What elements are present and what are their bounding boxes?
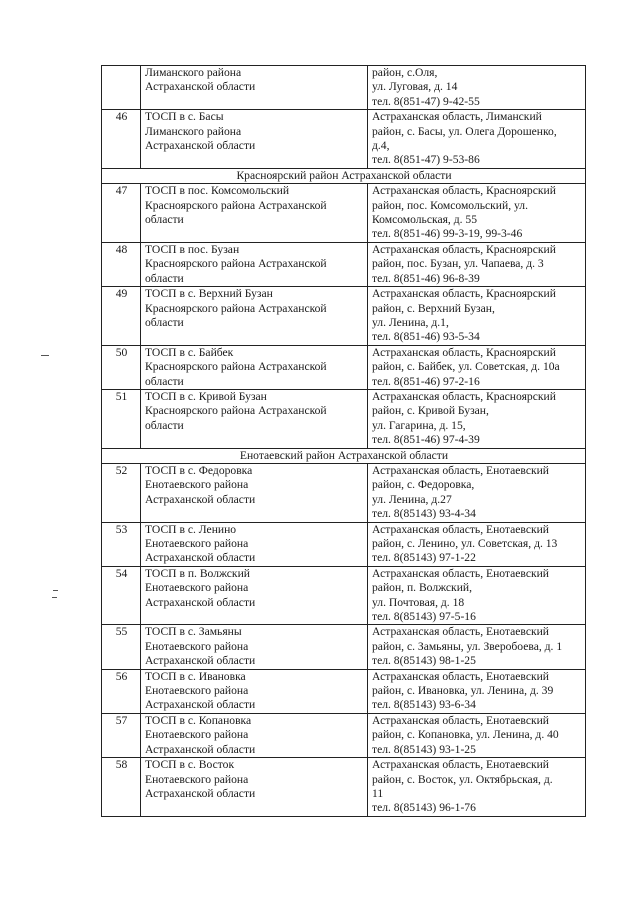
row-number: 46 xyxy=(102,110,141,169)
office-name: Лиманского района Астраханской области xyxy=(141,66,368,110)
office-name: ТОСП в с. Кривой Бузан Красноярского района Астраханской области xyxy=(141,389,368,448)
row-number: 50 xyxy=(102,345,141,389)
region-title: Енотаевский район Астраханской области xyxy=(102,448,586,463)
row-number: 48 xyxy=(102,242,141,286)
scan-mark xyxy=(41,355,49,356)
office-address: Астраханская область, Красноярский район, с. Верхний Бузан, ул. Ленина, д.1, тел. 8(851-46) 93-5-34 xyxy=(368,287,586,346)
row-number: 58 xyxy=(102,758,141,817)
row-number: 54 xyxy=(102,566,141,625)
scan-mark xyxy=(53,590,58,591)
row-number xyxy=(102,66,141,110)
table-row xyxy=(102,345,586,389)
table-row xyxy=(102,463,586,522)
table-row xyxy=(102,758,586,817)
table-row xyxy=(102,184,586,243)
scan-mark xyxy=(52,597,57,598)
office-name: ТОСП в с. Верхний Бузан Красноярского района Астраханской области xyxy=(141,287,368,346)
offices-table xyxy=(101,65,586,817)
row-number: 57 xyxy=(102,713,141,757)
table-row xyxy=(102,566,586,625)
office-name: ТОСП в с. Замьяны Енотаевского района Астраханской области xyxy=(141,625,368,669)
office-name: ТОСП в пос. Комсомольский Красноярского района Астраханской области xyxy=(141,184,368,243)
office-address: Астраханская область, Лиманский район, с. Басы, ул. Олега Дорошенко, д.4, тел. 8(851-47) 9-53-86 xyxy=(368,110,586,169)
office-name: ТОСП в с. Федоровка Енотаевского района Астраханской области xyxy=(141,463,368,522)
office-address: Астраханская область, Красноярский район, с. Байбек, ул. Советская, д. 10а тел. 8(851-46) 97-2-16 xyxy=(368,345,586,389)
office-address: Астраханская область, Красноярский район, пос. Комсомольский, ул. Комсомольская, д. 55 тел. 8(851-46) 99-3-19, 99-3-46 xyxy=(368,184,586,243)
table-row xyxy=(102,625,586,669)
row-number: 55 xyxy=(102,625,141,669)
office-name: ТОСП в п. Волжский Енотаевского района Астраханской области xyxy=(141,566,368,625)
region-title: Красноярский район Астраханской области xyxy=(102,168,586,183)
region-header-row xyxy=(102,168,586,183)
office-name: ТОСП в с. Восток Енотаевского района Астраханской области xyxy=(141,758,368,817)
table-row xyxy=(102,110,586,169)
office-name: ТОСП в с. Ивановка Енотаевского района Астраханской области xyxy=(141,669,368,713)
office-address: Астраханская область, Енотаевский район, с. Копановка, ул. Ленина, д. 40 тел. 8(85143) 93-1-25 xyxy=(368,713,586,757)
office-address: Астраханская область, Красноярский район, с. Кривой Бузан, ул. Гагарина, д. 15, тел. 8(851-46) 97-4-39 xyxy=(368,389,586,448)
office-address: Астраханская область, Красноярский район, пос. Бузан, ул. Чапаева, д. 3 тел. 8(851-46) 96-8-39 xyxy=(368,242,586,286)
table-row xyxy=(102,242,586,286)
row-number: 51 xyxy=(102,389,141,448)
row-number: 49 xyxy=(102,287,141,346)
office-name: ТОСП в с. Байбек Красноярского района Астраханской области xyxy=(141,345,368,389)
office-address: Астраханская область, Енотаевский район, с. Ленино, ул. Советская, д. 13 тел. 8(85143) 97-1-22 xyxy=(368,522,586,566)
office-address: Астраханская область, Енотаевский район, с. Ивановка, ул. Ленина, д. 39 тел. 8(85143) 93-6-34 xyxy=(368,669,586,713)
office-name: ТОСП в пос. Бузан Красноярского района Астраханской области xyxy=(141,242,368,286)
table-row xyxy=(102,669,586,713)
table-row xyxy=(102,713,586,757)
row-number: 56 xyxy=(102,669,141,713)
table-row xyxy=(102,522,586,566)
office-address: Астраханская область, Енотаевский район, с. Восток, ул. Октябрьская, д. 11 тел. 8(85143) 96-1-76 xyxy=(368,758,586,817)
office-name: ТОСП в с. Ленино Енотаевского района Астраханской области xyxy=(141,522,368,566)
row-number: 53 xyxy=(102,522,141,566)
office-address: Астраханская область, Енотаевский район, с. Федоровка, ул. Ленина, д.27 тел. 8(85143) 93-4-34 xyxy=(368,463,586,522)
office-address: район, с.Оля, ул. Луговая, д. 14 тел. 8(851-47) 9-42-55 xyxy=(368,66,586,110)
office-address: Астраханская область, Енотаевский район, п. Волжский, ул. Почтовая, д. 18 тел. 8(85143) 97-5-16 xyxy=(368,566,586,625)
office-address: Астраханская область, Енотаевский район, с. Замьяны, ул. Зверобоева, д. 1 тел. 8(85143) 98-1-25 xyxy=(368,625,586,669)
offices-table-body xyxy=(102,66,586,817)
row-number: 52 xyxy=(102,463,141,522)
table-row xyxy=(102,287,586,346)
office-name: ТОСП в с. Копановка Енотаевского района Астраханской области xyxy=(141,713,368,757)
row-number: 47 xyxy=(102,184,141,243)
table-row xyxy=(102,389,586,448)
table-row xyxy=(102,66,586,110)
office-name: ТОСП в с. Басы Лиманского района Астраханской области xyxy=(141,110,368,169)
region-header-row xyxy=(102,448,586,463)
